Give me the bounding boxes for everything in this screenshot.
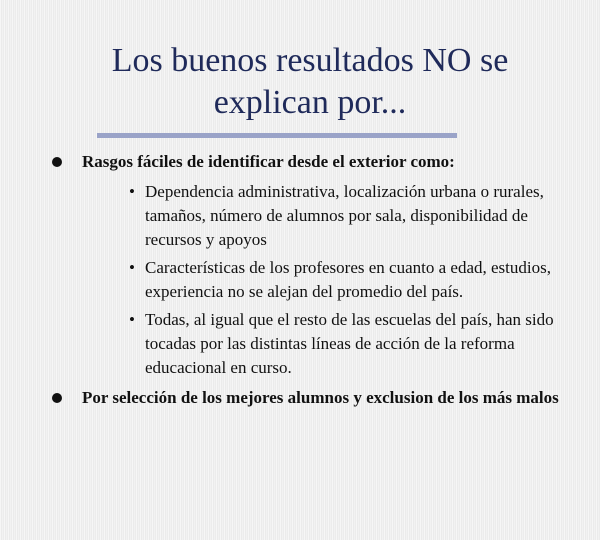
sub-bullet-item <box>0 308 600 380</box>
sub-bullet-marker: • <box>129 258 135 277</box>
sub-bullet-text: Todas, al igual que el resto de las escuelas del país, han sido tocadas por las distintas líneas de acción de la reforma educacional en curso. <box>145 310 554 377</box>
title-underline <box>97 133 457 138</box>
sub-bullet-text: Características de los profesores en cuanto a edad, estudios, experiencia no se alejan del promedio del país. <box>145 258 551 301</box>
sub-bullet-item <box>0 256 600 304</box>
bullet-item-rasgos <box>0 150 600 174</box>
bullet-text: Por selección de los mejores alumnos y exclusion de los más malos <box>82 388 559 407</box>
bullet-marker <box>52 157 62 167</box>
bullet-marker <box>52 393 62 403</box>
sub-bullet-item <box>0 180 600 252</box>
slide-title-line1: Los buenos resultados NO se <box>111 42 509 79</box>
sub-bullet-text: Dependencia administrativa, localización urbana o rurales, tamaños, número de alumnos por sala, disponibilidad de recursos y apoyos <box>145 182 544 249</box>
bullet-item-seleccion <box>0 386 600 410</box>
slide-title <box>20 40 600 124</box>
sub-bullet-marker: • <box>129 310 135 329</box>
bullet-text: Rasgos fáciles de identificar desde el exterior como: <box>82 152 455 171</box>
sub-bullet-marker: • <box>129 182 135 201</box>
slide-title-line2: explican por... <box>213 84 407 121</box>
bullet-list <box>0 150 600 410</box>
